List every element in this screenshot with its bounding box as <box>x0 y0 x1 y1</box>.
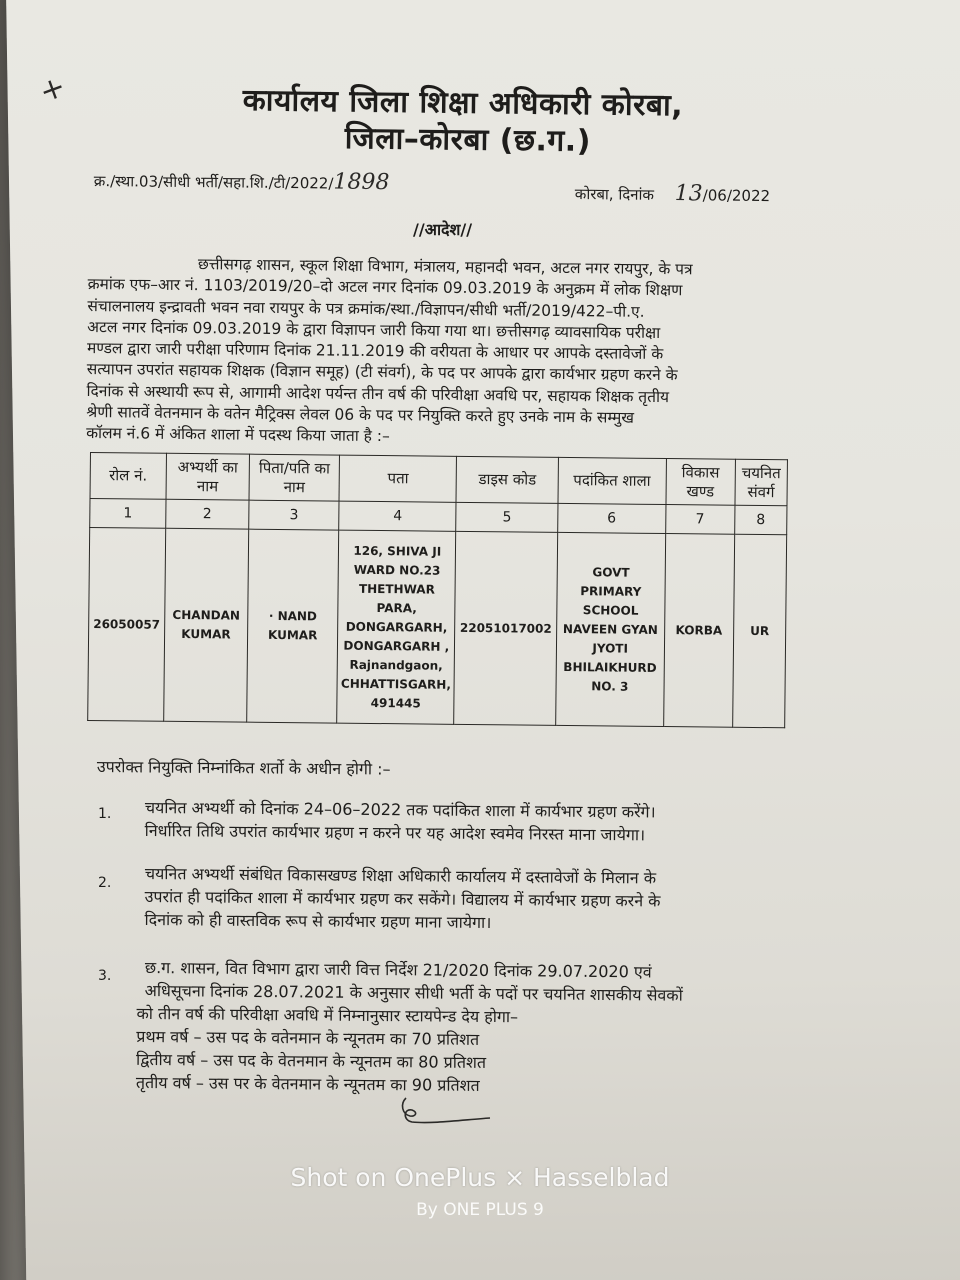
condition-line: तृतीय वर्ष – उस पर के वेतनमान के न्यूनतम का 90 प्रतिशत <box>135 1072 480 1095</box>
column-number: 7 <box>665 505 735 535</box>
condition-line: उपरांत ही पदांकित शाला में कार्यभार ग्रहण कर सकेंगे। विद्यालय में कार्यभार ग्रहण करने के <box>144 886 661 911</box>
reference-prefix: क्र./स्था.03/सीधी भर्ती/सहा.शि./टी/2022/ <box>93 171 334 193</box>
condition-number: 1. <box>98 806 112 822</box>
place-date-label: कोरबा, दिनांक <box>574 184 655 204</box>
condition-line: चयनित अभ्यर्थी को दिनांक 24–06–2022 तक पदांकित शाला में कार्यभार ग्रहण करेंगे। <box>144 797 656 822</box>
condition-line: प्रथम वर्ष – उस पद के वतेनमान के न्यूनतम का 70 प्रतिशत <box>136 1026 480 1049</box>
camera-watermark-brand: Shot on OnePlus × Hasselblad <box>290 1163 670 1192</box>
cell-roll-no: 26050057 <box>88 528 166 722</box>
body-line: सत्यापन उपरांत सहायक शिक्षक (विज्ञान समूह) (टी संवर्ग), के पद पर आपके द्वारा कार्यभार ग्रहण करने के <box>86 360 678 385</box>
table-header-row <box>90 453 787 506</box>
condition-line: दिनांक को ही वास्तविक रूप से कार्यभार ग्रहण माना जायेगा। <box>144 909 492 933</box>
date-day-handwritten: 13 <box>674 181 703 207</box>
place-date <box>575 180 771 207</box>
body-line: कॉलम नं.6 में अंकित शाला में पदस्थ किया जाता है :– <box>86 424 390 446</box>
condition-3 <box>135 956 795 1100</box>
cell-address: 126, SHIVA JI WARD NO.23 THETHWAR PARA, DONGARGARH, DONGARGARH , Rajnandgaon, CHHATTISGARH, 491445 <box>337 530 456 724</box>
body-line: क्रमांक एफ–आर नं. 1103/2019/20–दो अटल नगर दिनांक 09.03.2019 के अनुक्रम में लोक शिक्षण <box>87 275 683 300</box>
header-father-name: पिता/पति का नाम <box>249 454 340 501</box>
condition-1 <box>145 796 795 848</box>
cell-school: GOVT PRIMARY SCHOOL NAVEEN GYAN JYOTI BHILAIKHURD NO. 3 <box>556 532 666 726</box>
column-number: 4 <box>339 501 456 531</box>
body-line: अटल नगर दिनांक 09.03.2019 के द्वारा विज्ञापन जारी किया गया था। छत्तीसगढ़ व्यावसायिक परीक्षा <box>87 317 661 342</box>
condition-number: 3. <box>98 968 112 984</box>
column-number: 6 <box>558 503 666 533</box>
body-line: संचालनालय इन्द्रावती भवन नवा रायपुर के पत्र क्रमांक/स्था./विज्ञापन/सीधी भर्ती/2019/422–पी.ए. <box>87 296 645 321</box>
cell-father-name: · NAND KUMAR <box>247 529 340 723</box>
table-row <box>88 528 787 728</box>
date-month-year: /06/2022 <box>702 186 771 206</box>
reference-handwritten-number: 1898 <box>333 169 390 196</box>
appointment-table <box>87 452 788 728</box>
header-candidate-name: अभ्यर्थी का नाम <box>166 453 249 500</box>
office-district: जिला–कोरबा (छ.ग.) <box>344 120 592 160</box>
header-dise-code: डाइस कोड <box>456 456 558 503</box>
body-line: श्रेणी सातवें वेतनमान के वतेन मैट्रिक्स लेवल 06 के पद पर नियुक्ति करते हुए उनके नाम के सम्मुख <box>86 403 635 427</box>
header-roll-no: रोल नं. <box>90 453 166 500</box>
order-body <box>86 253 800 452</box>
condition-line: अधिसूचना दिनांक 28.07.2021 के अनुसार सीधी भर्ती के पदों पर चयनित शासकीय सेवकों <box>144 980 683 1005</box>
header-school: पदांकित शाला <box>558 457 666 504</box>
condition-number: 2. <box>98 875 112 891</box>
order-title: //आदेश// <box>413 220 473 239</box>
reference-number <box>94 167 390 195</box>
condition-line: छ.ग. शासन, वित विभाग द्वारा जारी वित्त निर्देश 21/2020 दिनांक 29.07.2020 एवं <box>144 957 652 982</box>
column-number: 1 <box>90 499 166 529</box>
column-number: 8 <box>735 505 787 535</box>
header-block: विकास खण्ड <box>665 459 735 506</box>
signature <box>392 1090 502 1130</box>
condition-line: चयनित अभ्यर्थी संबंधित विकासखण्ड शिक्षा अधिकारी कार्यालय में दस्तावेजों के मिलान के <box>144 863 657 888</box>
column-number: 3 <box>249 500 340 530</box>
conditions-intro: उपरोक्त नियुक्ति निम्नांकित शर्तो के अधीन होगी :– <box>96 756 391 779</box>
cell-category: UR <box>733 534 787 728</box>
body-line: दिनांक से अस्थायी रूप से, आगामी आदेश पर्यन्त तीन वर्ष की परिवीक्षा अवधि पर, सहायक शिक्षक तृतीय <box>86 381 670 406</box>
header-address: पता <box>339 455 456 502</box>
condition-line: निर्धारित तिथि उपरांत कार्यभार ग्रहण न करने पर यह आदेश स्वमेव निरस्त माना जायेगा। <box>144 820 646 845</box>
body-line: छत्तीसगढ़ शासन, स्कूल शिक्षा विभाग, मंत्रालय, महानदी भवन, अटल नगर रायपुर, के पत्र <box>197 255 693 279</box>
header-category: चयनित संवर्ग <box>735 459 788 506</box>
cell-block: KORBA <box>663 534 734 728</box>
cell-dise-code: 22051017002 <box>454 531 558 725</box>
condition-2 <box>144 862 795 937</box>
condition-line: द्वितीय वर्ष – उस पद के वेतनमान के न्यूनतम का 80 प्रतिशत <box>136 1049 487 1072</box>
body-line: मण्डल द्वारा जारी परीक्षा परिणाम दिनांक 21.11.2019 की वरीयता के आधार पर आपके दस्तावेजों के <box>86 339 664 364</box>
office-title: कार्यालय जिला शिक्षा अधिकारी कोरबा, <box>242 82 684 124</box>
column-number: 2 <box>166 499 249 529</box>
column-number: 5 <box>456 502 558 532</box>
condition-line: को तीन वर्ष की परिवीक्षा अवधि में निम्नानुसार स्टायपेन्ड देय होगा– <box>136 1003 519 1027</box>
handwritten-mark: + <box>34 68 71 111</box>
cell-candidate-name: CHANDAN KUMAR <box>164 528 249 722</box>
camera-watermark-device: By ONE PLUS 9 <box>416 1200 544 1220</box>
